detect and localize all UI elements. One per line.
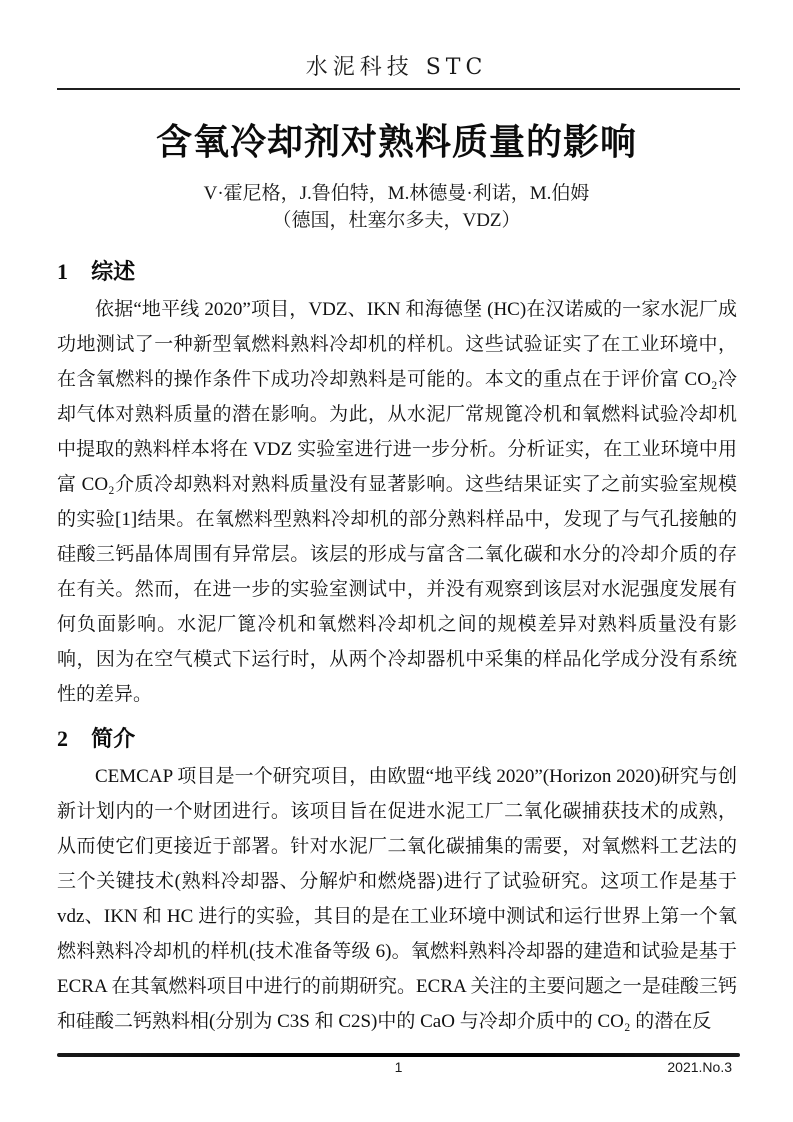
header-rule [57, 88, 740, 90]
section-2-number: 2 [57, 726, 68, 751]
journal-header [0, 0, 793, 81]
issue-label: 2021.No.3 [667, 1059, 732, 1075]
section-2-title: 简介 [91, 726, 136, 751]
article-title: 含氧冷却剂对熟料质量的影响 [155, 121, 637, 162]
affiliation-line: （德国，杜塞尔多夫，VDZ） [272, 210, 521, 231]
section-2-paragraph: CEMCAP 项目是一个研究项目，由欧盟“地平线 2020”(Horizon 2020)研究与创新计划内的一个财团进行。该项目旨在促进水泥工厂二氧化碳捕获技术的成熟，从而使它们更接近于部署。针对水泥厂二氧化碳捕集的需要，对氧燃料工艺法的三个关键技术(熟料冷却器、分解炉和燃烧器)进行了试验研究。这项工作是基于vdz、IKN 和 HC 进行的实验，其目的是在工业环境中测试和运行世界上第一个氧燃料熟料冷却机的样机(技术准备等级 6)。氧燃料熟料冷却器的建造和试验是基于 ECRA 在其氧燃料项目中进行的前期研究。ECRA 关注的主要问题之一是硅酸三钙和硅酸二钙熟料相(分别为 C3S 和 C2S)中的 CaO 与冷却介质中的 CO₂ 的潜在反 [57, 766, 737, 1032]
section-introduction [57, 724, 737, 1039]
page-footer [57, 1053, 740, 1079]
article-body [57, 257, 737, 1039]
authors-line: V·霍尼格，J.鲁伯特，M.林德曼·利诺，M.伯姆 [203, 183, 590, 204]
section-2-heading [57, 724, 737, 754]
section-1-heading [57, 257, 737, 287]
section-1-paragraph: 依据“地平线 2020”项目，VDZ、IKN 和海德堡 (HC)在汉诺威的一家水泥厂成功地测试了一种新型氧燃料熟料冷却机的样机。这些试验证实了在工业环境中，在含氧燃料的操作条件下成功冷却熟料是可能的。本文的重点在于评价富 CO₂冷却气体对熟料质量的潜在影响。为此，从水泥厂常规篦冷机和氧燃料试验冷却机中提取的熟料样本将在 VDZ 实验室进行进一步分析。分析证实，在工业环境中用富 CO₂介质冷却熟料对熟料质量没有显著影响。这些结果证实了之前实验室规模的实验[1]结果。在氧燃料型熟料冷却机的部分熟料样品中，发现了与气孔接触的硅酸三钙晶体周围有异常层。该层的形成与富含二氧化碳和水分的冷却介质的存在有关。然而，在进一步的实验室测试中，并没有观察到该层对水泥强度发展有何负面影响。水泥厂篦冷机和氧燃料冷却机之间的规模差异对熟料质量没有影响，因为在空气模式下运行时，从两个冷却器机中采集的样品化学成分没有系统性的差异。 [57, 299, 737, 705]
page-number: 1 [394, 1059, 403, 1075]
section-1-title: 综述 [91, 259, 136, 284]
section-overview [57, 257, 737, 712]
section-1-number: 1 [57, 259, 68, 284]
footer-row [57, 1059, 740, 1079]
footer-rule [57, 1053, 740, 1057]
journal-title: 水泥科技 STC [305, 55, 488, 80]
